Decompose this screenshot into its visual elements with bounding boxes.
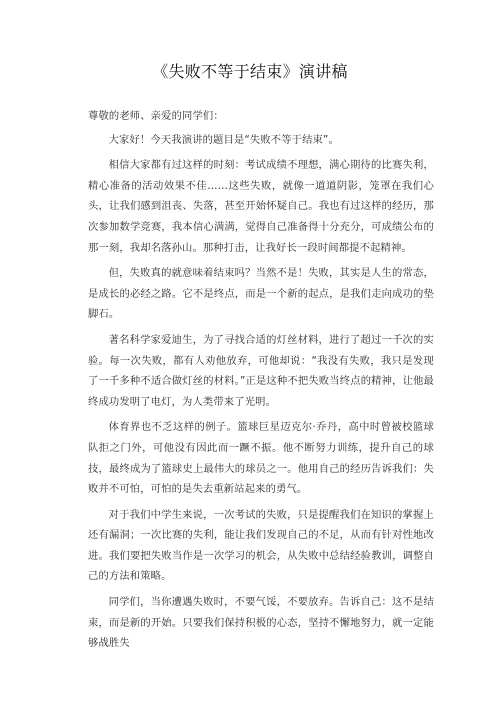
salutation-paragraph: 尊敬的老师、亲爱的同学们： bbox=[88, 110, 224, 122]
greeting-paragraph: 大家好！今天我演讲的题目是“失败不等于结束”。 bbox=[108, 133, 339, 146]
body-paragraph: 但，失败真的就意味着结束吗？当然不是！失败，其实是人生的常态，是成长的必经之路。它不是终点，而是一个新的起点，是我们走向成功的垫脚石。 bbox=[88, 267, 434, 321]
body-paragraph: 对于我们中学生来说，一次考试的失败，只是提醒我们在知识的掌握上还有漏洞；一次比赛的失利，能让我们发现自己的不足，从而有针对性地改进。我们要把失败当作是一次学习的机会，从失败中总结经验教训，调整自己的方法和策略。 bbox=[88, 508, 434, 583]
document-title: 《失败不等于结束》演讲稿 bbox=[152, 62, 348, 81]
body-paragraph: 相信大家都有过这样的时刻：考试成绩不理想，满心期待的比赛失利，精心准备的活动效果不佳……这些失败，就像一道道阴影，笼罩在我们心头，让我们感到沮丧、失落，甚至开始怀疑自己。我也有过这样的经历，那次参加数学竞赛，我本信心满满，觉得自己准备得十分充分，可成绩公布的那一刻，我却名落孙山。那种打击，让我好长一段时间都提不起精神。 bbox=[88, 159, 434, 254]
body-paragraph: 著名科学家爱迪生，为了寻找合适的灯丝材料，进行了超过一千次的实验。每一次失败，都有人劝他放弃，可他却说：“我没有失败，我只是发现了一千多种不适合做灯丝的材料。”正是这种不把失败当终点的精神，让他最终成功发明了电灯，为人类带来了光明。 bbox=[88, 333, 434, 408]
document-body bbox=[88, 106, 434, 659]
body-paragraph: 同学们，当你遭遇失败时，不要气馁，不要放弃。告诉自己：这不是结束，而是新的开始。只要我们保持积极的心态，坚持不懈地努力，就一定能够战胜失 bbox=[88, 596, 434, 650]
body-paragraph: 体育界也不乏这样的例子。篮球巨星迈克尔·乔丹，高中时曾被校篮球队拒之门外，可他没有因此而一蹶不振。他不断努力训练，提升自己的球技，最终成为了篮球史上最伟大的球员之一。他用自己的经历告诉我们：失败并不可怕，可怕的是失去重新站起来的勇气。 bbox=[88, 421, 434, 496]
